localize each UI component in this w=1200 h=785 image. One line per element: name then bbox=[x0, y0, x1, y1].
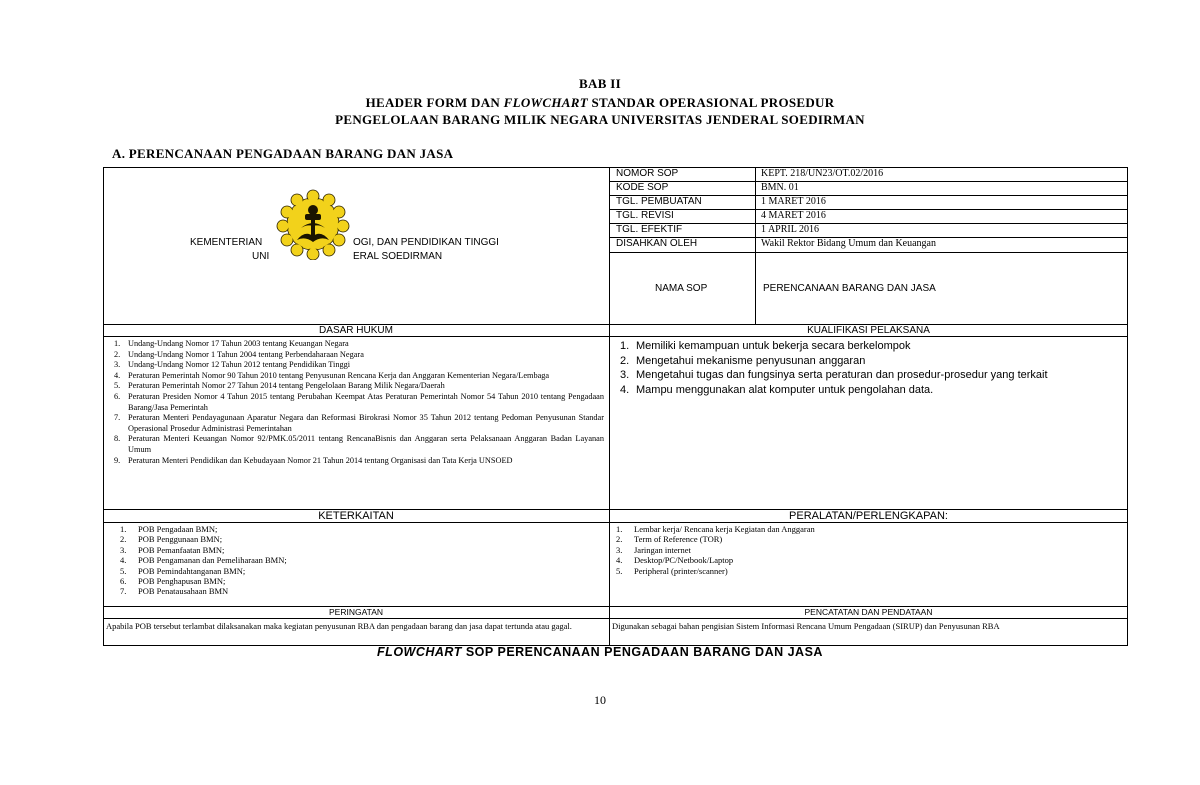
title-italic: FLOWCHART bbox=[503, 95, 588, 110]
sop-info-value: 1 MARET 2016 bbox=[761, 196, 826, 207]
list-item-number: 4. bbox=[114, 370, 121, 380]
dasar-hukum-item bbox=[104, 413, 604, 434]
list-item-text: Peraturan Pemerintah Nomor 90 Tahun 2010 tentang Penyusunan Rencana Kerja dan Anggaran Kementerian Negara/Lembaga bbox=[128, 370, 550, 380]
peringatan-header: PERINGATAN bbox=[329, 607, 383, 617]
list-item-number: 1. bbox=[620, 340, 630, 352]
list-item-number: 2. bbox=[616, 534, 623, 545]
org-name-right-2: ERAL SOEDIRMAN bbox=[353, 251, 443, 262]
list-item-number: 7. bbox=[114, 413, 121, 423]
list-item-text: Jaringan internet bbox=[634, 544, 691, 555]
document-title bbox=[0, 95, 1200, 111]
list-item-text: Lembar kerja/ Rencana kerja Kegiatan dan Anggaran bbox=[634, 524, 815, 534]
flowchart-title bbox=[0, 645, 1200, 659]
sop-info-value: 4 MARET 2016 bbox=[761, 210, 826, 221]
list-item-text: POB Penghapusan BMN; bbox=[138, 576, 226, 587]
list-item-number: 6. bbox=[114, 391, 121, 401]
kualifikasi-item bbox=[610, 368, 1120, 383]
dasar-hukum-item bbox=[104, 381, 604, 392]
divider bbox=[609, 252, 1128, 253]
keterkaitan-header: KETERKAITAN bbox=[318, 510, 394, 522]
dasar-hukum-item bbox=[104, 350, 604, 361]
list-item-text: Peripheral (printer/scanner) bbox=[634, 565, 728, 576]
list-item-text: Mengetahui tugas dan fungsinya serta peraturan dan prosedur-prosedur yang terkait bbox=[636, 369, 1048, 382]
divider bbox=[755, 167, 756, 324]
section-heading: A. PERENCANAAN PENGADAAN BARANG DAN JASA bbox=[112, 146, 454, 161]
list-item-text: POB Penatausahaan BMN bbox=[138, 586, 229, 597]
list-item-number: 3. bbox=[620, 369, 630, 382]
peralatan-item bbox=[600, 555, 1120, 565]
sop-info-label: TGL. EFEKTIF bbox=[616, 224, 683, 235]
list-item-number: 7. bbox=[120, 586, 127, 597]
list-item-text: Memiliki kemampuan untuk bekerja secara berkelompok bbox=[636, 340, 911, 352]
title-prefix: HEADER FORM DAN bbox=[365, 95, 504, 110]
kualifikasi-list bbox=[610, 339, 1120, 397]
keterkaitan-item bbox=[104, 524, 604, 534]
list-item-text: Undang-Undang Nomor 1 Tahun 2004 tentang Perbendaharaan Negara bbox=[128, 349, 364, 359]
university-seal-icon bbox=[275, 188, 351, 260]
dasar-hukum-header: DASAR HUKUM bbox=[319, 325, 393, 336]
sop-info-label: TGL. REVISI bbox=[616, 210, 674, 221]
sop-info-label: DISAHKAN OLEH bbox=[616, 238, 698, 249]
list-item-number: 5. bbox=[120, 565, 127, 576]
pencatatan-header: PENCATATAN DAN PENDATAAN bbox=[804, 607, 933, 617]
document-subtitle: PENGELOLAAN BARANG MILIK NEGARA UNIVERSITAS JENDERAL SOEDIRMAN bbox=[335, 112, 865, 127]
list-item-text: Peraturan Menteri Keuangan Nomor 92/PMK.05/2011 tentang RencanaBisnis dan Anggaran serta Pelaksanaan Anggaran Badan Layanan Umum bbox=[128, 434, 604, 454]
list-item-number: 1. bbox=[120, 524, 127, 534]
chapter-label: BAB II bbox=[579, 76, 621, 91]
list-item-text: Peraturan Pemerintah Nomor 27 Tahun 2014 tentang Pengelolaan Barang Milik Negara/Daerah bbox=[128, 381, 445, 391]
list-item-number: 6. bbox=[120, 576, 127, 587]
kualifikasi-header: KUALIFIKASI PELAKSANA bbox=[807, 325, 930, 336]
list-item-text: Peraturan Presiden Nomor 4 Tahun 2015 tentang Perubahan Keempat Atas Peraturan Pemerintah Nomor 54 Tahun 2010 tentang Pengadaan Barang/Jasa Pemerintah bbox=[128, 391, 604, 412]
list-item-number: 4. bbox=[620, 383, 630, 396]
list-item-text: POB Pengamanan dan Pemeliharaan BMN; bbox=[138, 555, 287, 566]
sop-info-value: BMN. 01 bbox=[761, 182, 799, 193]
list-item-number: 4. bbox=[120, 555, 127, 566]
list-item-number: 3. bbox=[616, 544, 623, 555]
list-item-text: POB Penggunaan BMN; bbox=[138, 534, 223, 545]
sop-info-label: NOMOR SOP bbox=[616, 168, 679, 179]
dasar-hukum-item bbox=[104, 456, 604, 467]
list-item-number: 5. bbox=[616, 565, 623, 576]
list-item-number: 3. bbox=[114, 360, 121, 370]
keterkaitan-item bbox=[104, 586, 604, 596]
list-item-text: POB Pemanfaatan BMN; bbox=[138, 544, 225, 555]
peralatan-item bbox=[600, 545, 1120, 555]
keterkaitan-list bbox=[104, 524, 604, 597]
list-item-text: Undang-Undang Nomor 12 Tahun 2012 tentang Pendidikan Tinggi bbox=[128, 360, 351, 370]
peralatan-header: PERALATAN/PERLENGKAPAN: bbox=[789, 510, 948, 522]
divider bbox=[609, 181, 1128, 182]
list-item-text: Desktop/PC/Netbook/Laptop bbox=[634, 555, 734, 566]
sop-info-value: 1 APRIL 2016 bbox=[761, 224, 819, 235]
peralatan-item bbox=[600, 524, 1120, 534]
sop-info-label: KODE SOP bbox=[616, 182, 669, 193]
keterkaitan-item bbox=[104, 545, 604, 555]
list-item-number: 8. bbox=[114, 434, 121, 444]
list-item-number: 2. bbox=[620, 354, 630, 367]
dasar-hukum-item bbox=[104, 360, 604, 371]
list-item-text: Undang-Undang Nomor 17 Tahun 2003 tentang Keuangan Negara bbox=[128, 339, 349, 348]
dasar-hukum-item bbox=[104, 434, 604, 455]
keterkaitan-item bbox=[104, 534, 604, 544]
nama-sop-label: NAMA SOP bbox=[655, 283, 708, 294]
list-item-text: Peraturan Menteri Pendayagunaan Aparatur Negara dan Reformasi Birokrasi Nomor 35 Tahun 2012 tentang Pedoman Penyusunan Standar Operasional Prosedur Administrasi Pemerintahan bbox=[128, 413, 604, 433]
list-item-number: 2. bbox=[120, 534, 127, 545]
flowchart-italic: FLOWCHART bbox=[377, 645, 462, 659]
list-item-number: 3. bbox=[120, 544, 127, 555]
sop-info-value: Wakil Rektor Bidang Umum dan Keuangan bbox=[761, 238, 936, 249]
pencatatan-text: Digunakan sebagai bahan pengisian Sistem Informasi Rencana Umum Pengadaan (SIRUP) dan Penyusunan RBA bbox=[612, 621, 1000, 631]
org-name-left-2: UNI bbox=[252, 251, 270, 262]
nama-sop-value: PERENCANAAN BARANG DAN JASA bbox=[763, 283, 936, 294]
peralatan-item bbox=[600, 534, 1120, 544]
list-item-number: 1. bbox=[114, 339, 121, 348]
dasar-hukum-item bbox=[104, 371, 604, 382]
divider bbox=[609, 223, 1128, 224]
keterkaitan-item bbox=[104, 576, 604, 586]
peringatan-text: Apabila POB tersebut terlambat dilaksanakan maka kegiatan penyusunan RBA dan pengadaan barang dan jasa dapat tertunda atau gagal. bbox=[106, 621, 572, 631]
org-name-right-1: OGI, DAN PENDIDIKAN TINGGI bbox=[353, 237, 499, 248]
list-item-number: 1. bbox=[616, 524, 623, 534]
dasar-hukum-item bbox=[104, 339, 604, 350]
list-item-text: Term of Reference (TOR) bbox=[634, 534, 723, 545]
peralatan-list bbox=[600, 524, 1120, 576]
divider bbox=[103, 522, 1128, 523]
list-item-number: 9. bbox=[114, 455, 121, 465]
divider bbox=[103, 336, 1128, 337]
list-item-text: Peraturan Menteri Pendidikan dan Kebudayaan Nomor 21 Tahun 2014 tentang Organisasi dan Tata Kerja UNSOED bbox=[128, 455, 513, 465]
kualifikasi-item bbox=[610, 339, 1120, 354]
list-item-number: 2. bbox=[114, 349, 121, 359]
list-item-text: Mampu menggunakan alat komputer untuk pengolahan data. bbox=[636, 383, 934, 396]
list-item-number: 4. bbox=[616, 555, 623, 566]
list-item-text: POB Pengadaan BMN; bbox=[138, 524, 218, 534]
kualifikasi-item bbox=[610, 354, 1120, 369]
page-number: 10 bbox=[594, 693, 606, 707]
peralatan-item bbox=[600, 566, 1120, 576]
flowchart-rest: SOP PERENCANAAN PENGADAAN BARANG DAN JASA bbox=[461, 645, 823, 659]
list-item-text: POB Pemindahtanganan BMN; bbox=[138, 565, 246, 576]
list-item-text: Mengetahui mekanisme penyusunan anggaran bbox=[636, 354, 866, 367]
keterkaitan-item bbox=[104, 555, 604, 565]
keterkaitan-item bbox=[104, 566, 604, 576]
dasar-hukum-list bbox=[104, 339, 604, 466]
dasar-hukum-item bbox=[104, 392, 604, 413]
org-name-left-1: KEMENTERIAN bbox=[190, 237, 263, 248]
sop-info-value: KEPT. 218/UN23/OT.02/2016 bbox=[761, 168, 884, 179]
divider bbox=[609, 209, 1128, 210]
list-item-number: 5. bbox=[114, 381, 121, 391]
divider bbox=[103, 618, 1128, 619]
sop-info-label: TGL. PEMBUATAN bbox=[616, 196, 702, 207]
kualifikasi-item bbox=[610, 383, 1120, 398]
title-suffix: STANDAR OPERASIONAL PROSEDUR bbox=[587, 95, 835, 110]
